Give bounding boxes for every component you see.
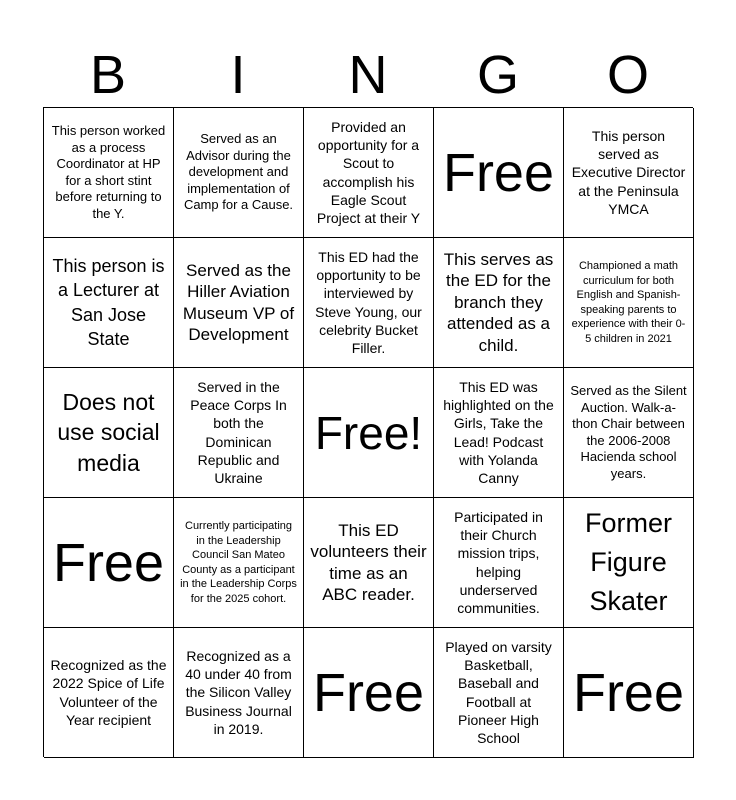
bingo-header — [43, 42, 693, 108]
cell-text: This ED volunteers their time as an ABC reader. — [310, 520, 427, 604]
bingo-cell-free[interactable] — [304, 628, 434, 758]
cell-text: Served as an Advisor during the development and implementation of Camp for a Cause. — [183, 131, 294, 213]
cell-text: Served in the Peace Corps In both the Dominican Republic and Ukraine — [190, 378, 287, 487]
cell-text: Currently participating in the Leadership Council San Mateo County as a participant in the Leadership Corps for the 2025 cohort. — [180, 520, 297, 605]
bingo-cell[interactable] — [174, 108, 304, 238]
cell-text: Free! — [314, 406, 423, 459]
cell-text: Provided an opportunity for a Scout to accomplish his Eagle Scout Project at their Y — [316, 118, 421, 227]
cell-text: Participated in their Church mission trips, helping underserved communities. — [454, 508, 543, 617]
cell-text: Recognized as a 40 under 40 from the Silicon Valley Business Journal in 2019. — [185, 647, 292, 737]
cell-text: Free — [312, 662, 425, 723]
bingo-cell[interactable] — [44, 108, 174, 238]
bingo-cell-free[interactable] — [304, 368, 434, 498]
bingo-board — [43, 107, 693, 757]
cell-text: Free — [442, 142, 555, 203]
bingo-cell[interactable] — [174, 628, 304, 758]
cell-text: This person worked as a process Coordinator at HP for a short stint before returning to the Y. — [51, 123, 166, 221]
cell-text: Served as the Silent Auction. Walk-a-thon Chair between the 2006-2008 Hacienda school years. — [570, 383, 687, 481]
cell-text: This person is a Lecturer at San Jose State — [52, 255, 165, 349]
bingo-cell[interactable] — [434, 368, 564, 498]
cell-text: This ED had the opportunity to be interviewed by Steve Young, our celebrity Bucket Filler. — [315, 248, 422, 357]
cell-text: Recognized as the 2022 Spice of Life Volunteer of the Year recipient — [50, 656, 167, 728]
bingo-cell[interactable] — [434, 238, 564, 368]
bingo-cell[interactable] — [44, 628, 174, 758]
bingo-cell[interactable] — [434, 628, 564, 758]
bingo-cell-free[interactable] — [564, 628, 694, 758]
bingo-cell-free[interactable] — [434, 108, 564, 238]
bingo-cell[interactable] — [564, 108, 694, 238]
cell-text: Served as the Hiller Aviation Museum VP of Development — [182, 260, 295, 344]
bingo-cell[interactable] — [304, 498, 434, 628]
cell-text: Free — [572, 662, 685, 723]
header-letter-b: B — [89, 45, 127, 105]
bingo-cell[interactable] — [174, 498, 304, 628]
cell-text: Free — [52, 532, 165, 593]
bingo-cell[interactable] — [564, 368, 694, 498]
bingo-cell[interactable] — [174, 238, 304, 368]
bingo-cell-free[interactable] — [44, 498, 174, 628]
cell-text: Played on varsity Basketball, Baseball and Football at Pioneer High School — [445, 638, 552, 747]
bingo-cell[interactable] — [434, 498, 564, 628]
cell-text: This serves as the ED for the branch they attended as a child. — [443, 249, 554, 355]
bingo-cell[interactable] — [174, 368, 304, 498]
header-letter-g: G — [476, 45, 519, 105]
cell-text: Does not use social media — [57, 388, 160, 476]
bingo-cell[interactable] — [564, 498, 694, 628]
cell-text: Former Figure Skater — [585, 508, 672, 616]
bingo-cell[interactable] — [44, 238, 174, 368]
cell-text: This person served as Executive Director at the Peninsula YMCA — [571, 127, 686, 217]
bingo-cell[interactable] — [304, 108, 434, 238]
cell-text: This ED was highlighted on the Girls, Take the Lead! Podcast with Yolanda Canny — [443, 378, 554, 487]
bingo-cell[interactable] — [44, 368, 174, 498]
header-letter-i: I — [230, 45, 246, 105]
bingo-cell[interactable] — [304, 238, 434, 368]
header-letter-o: O — [606, 45, 649, 105]
bingo-cell[interactable] — [564, 238, 694, 368]
cell-text: Championed a math curriculum for both English and Spanish-speaking parents to experience with their 0-5 children in 2021 — [571, 260, 686, 345]
header-letter-n: N — [348, 45, 388, 105]
